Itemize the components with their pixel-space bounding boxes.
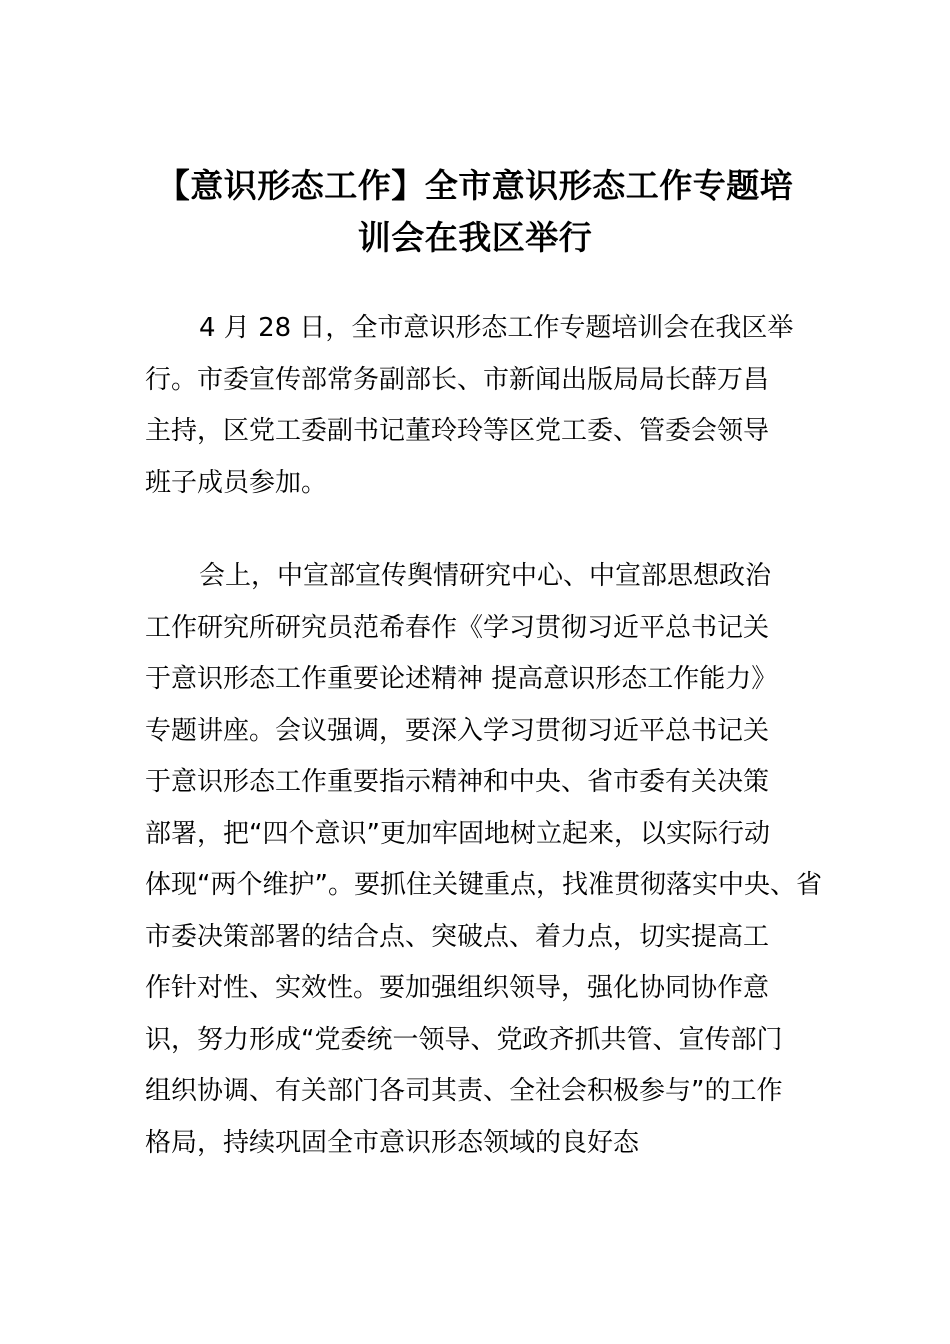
paragraph-line: 4 月 28 日，全市意识形态工作专题培训会在我区举 <box>199 313 794 343</box>
paragraph-line: 组织协调、有关部门各司其责、全社会积极参与”的工作 <box>145 1076 783 1106</box>
paragraph-line: 会上，中宣部宣传舆情研究中心、中宣部思想政治 <box>199 561 772 591</box>
paragraph-line: 工作研究所研究员范希春作《学习贯彻习近平总书记关 <box>145 612 770 643</box>
body-paragraph <box>145 551 825 1169</box>
body-paragraph <box>145 303 825 509</box>
paragraph-line: 作针对性、实效性。要加强组织领导，强化协同协作意 <box>145 973 770 1003</box>
paragraph-line: 行。市委宣传部常务副部长、市新闻出版局局长薛万昌 <box>145 364 770 395</box>
paragraph-line: 识，努力形成“党委统一领导、党政齐抓共管、宣传部门 <box>145 1024 783 1055</box>
paragraph-line: 格局，持续巩固全市意识形态领域的良好态 <box>145 1127 640 1158</box>
title-line: 【意识形态工作】全市意识形态工作专题培 <box>156 166 794 205</box>
document-title <box>130 160 820 264</box>
title-line: 训会在我区举行 <box>357 218 593 257</box>
paragraph-line: 于意识形态工作重要论述精神 提高意识形态工作能力》 <box>145 664 778 694</box>
paragraph-line: 主持，区党工委副书记董玲玲等区党工委、管委会领导 <box>145 416 770 446</box>
paragraph-line: 部署，把“四个意识”更加牢固地树立起来，以实际行动 <box>145 818 770 849</box>
paragraph-line: 体现“两个维护”。要抓住关键重点，找准贯彻落实中央、省 <box>145 870 822 900</box>
paragraph-line: 于意识形态工作重要指示精神和中央、省市委有关决策 <box>145 767 770 797</box>
paragraph-line: 市委决策部署的结合点、突破点、着力点，切实提高工 <box>145 921 770 952</box>
paragraph-line: 专题讲座。会议强调，要深入学习贯彻习近平总书记关 <box>145 715 770 746</box>
paragraph-line: 班子成员参加。 <box>145 467 328 498</box>
